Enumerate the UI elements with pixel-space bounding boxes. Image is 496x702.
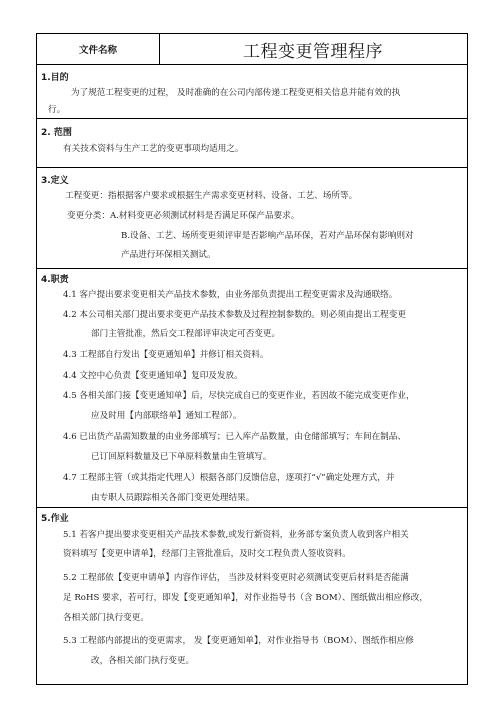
file-name-label: 文件名称 — [78, 45, 117, 56]
section-heading: 5.作业 — [41, 514, 69, 524]
list-item: 5.3 工程部内部提出的变更需求， 发【变更通知单】，对作业指导书（BOM）、图纸作相应修 — [63, 636, 414, 646]
section-text: 行。 — [48, 105, 66, 115]
section-definitions — [37, 167, 467, 269]
list-item: 4.6 已出货产品需知数量的由业务部填写；已入库产品数量，由仓储部填写；车间在制品、 — [63, 432, 406, 442]
document-title: 工程变更管理程序 — [243, 42, 383, 62]
list-item: 资料填写【变更申请单】，经部门主管批准后，及时交工程负责人签收资料。 — [63, 549, 351, 559]
document-header — [37, 34, 467, 65]
list-item: 部门主管批准，然后交工程部评审决定可否变更。 — [91, 329, 281, 339]
list-item: 5.1 若客户提出要求变更相关产品技术参数,或发行新资料，业务部专案负责人收到客户相关 — [63, 530, 409, 540]
list-item: 改，各相关部门执行变更。 — [91, 656, 195, 666]
section-purpose — [37, 64, 467, 119]
title-cell — [159, 34, 467, 64]
list-item: 由专职人员跟踪相关各部门变更处理结果。 — [91, 493, 255, 503]
section-responsibilities — [37, 268, 467, 508]
list-item: 应及时用【内部联络单】通知工程部）。 — [91, 411, 242, 421]
section-heading: 3.定义 — [41, 176, 69, 186]
section-text: 产品进行环保相关测试。 — [121, 250, 216, 260]
list-item: 4.1 客户提出要求变更相关产品技术参数，由业务部负责提出工程变更需求及沟通联络。 — [63, 290, 398, 300]
section-text: B.设备、工艺、场所变更须评审是否影响产品环保，若对产品环保有影响则对 — [121, 231, 414, 241]
section-text: 工程变更：指根据客户要求或根据生产需求变更材料、设备、工艺、场所等。 — [65, 191, 358, 201]
list-item: 4.7 工程部主管（或其指定代理人）根据各部门反馈信息，逐项打“√”确定处理方式，并 — [63, 473, 395, 483]
list-item: 4.4 文控中心负责【变更通知单】复印及发放。 — [63, 371, 243, 381]
list-item: 4.5 各相关部门接【变更通知单】后，尽快完成自已的变更作业，若因故不能完成变更作业， — [63, 391, 415, 401]
list-item: 4.3 工程部自行发出【变更通知单】并修订相关资料。 — [63, 350, 269, 360]
list-item: 各相关部门执行变更。 — [63, 613, 149, 623]
section-heading: 4.职责 — [41, 275, 69, 285]
section-text: 变更分类：A.材料变更必须测试材料是否满足环保产品要求。 — [67, 211, 300, 221]
section-scope — [37, 118, 467, 168]
list-item: 已订回原料数量及已下单原料数量由生管填写。 — [91, 452, 272, 462]
section-heading: 2. 范围 — [41, 128, 72, 138]
section-heading: 1.目的 — [41, 73, 69, 83]
section-text: 有关技术资料与生产工艺的变更事项均适用之。 — [63, 144, 244, 154]
section-text: 为了规范工程变更的过程， 及时准确的在公司内部传递工程变更相关信息并能有效的执 — [71, 88, 401, 98]
document-page — [36, 33, 468, 685]
section-operations — [37, 507, 467, 685]
list-item: 足 RoHS 要求，若可行，即发【变更通知单】，对作业指导书（含 BOM）、图纸做出相应修改， — [63, 593, 428, 603]
list-item: 4.2 本公司相关部门提出要求变更产品技术参数及过程控制参数的。则必须由提出工程变更 — [63, 310, 406, 320]
list-item: 5.2 工程部依【变更申请单】内容作评估， 当涉及材料变更时必须测试变更后材料是否能满 — [63, 573, 409, 583]
file-name-label-cell — [37, 34, 160, 64]
